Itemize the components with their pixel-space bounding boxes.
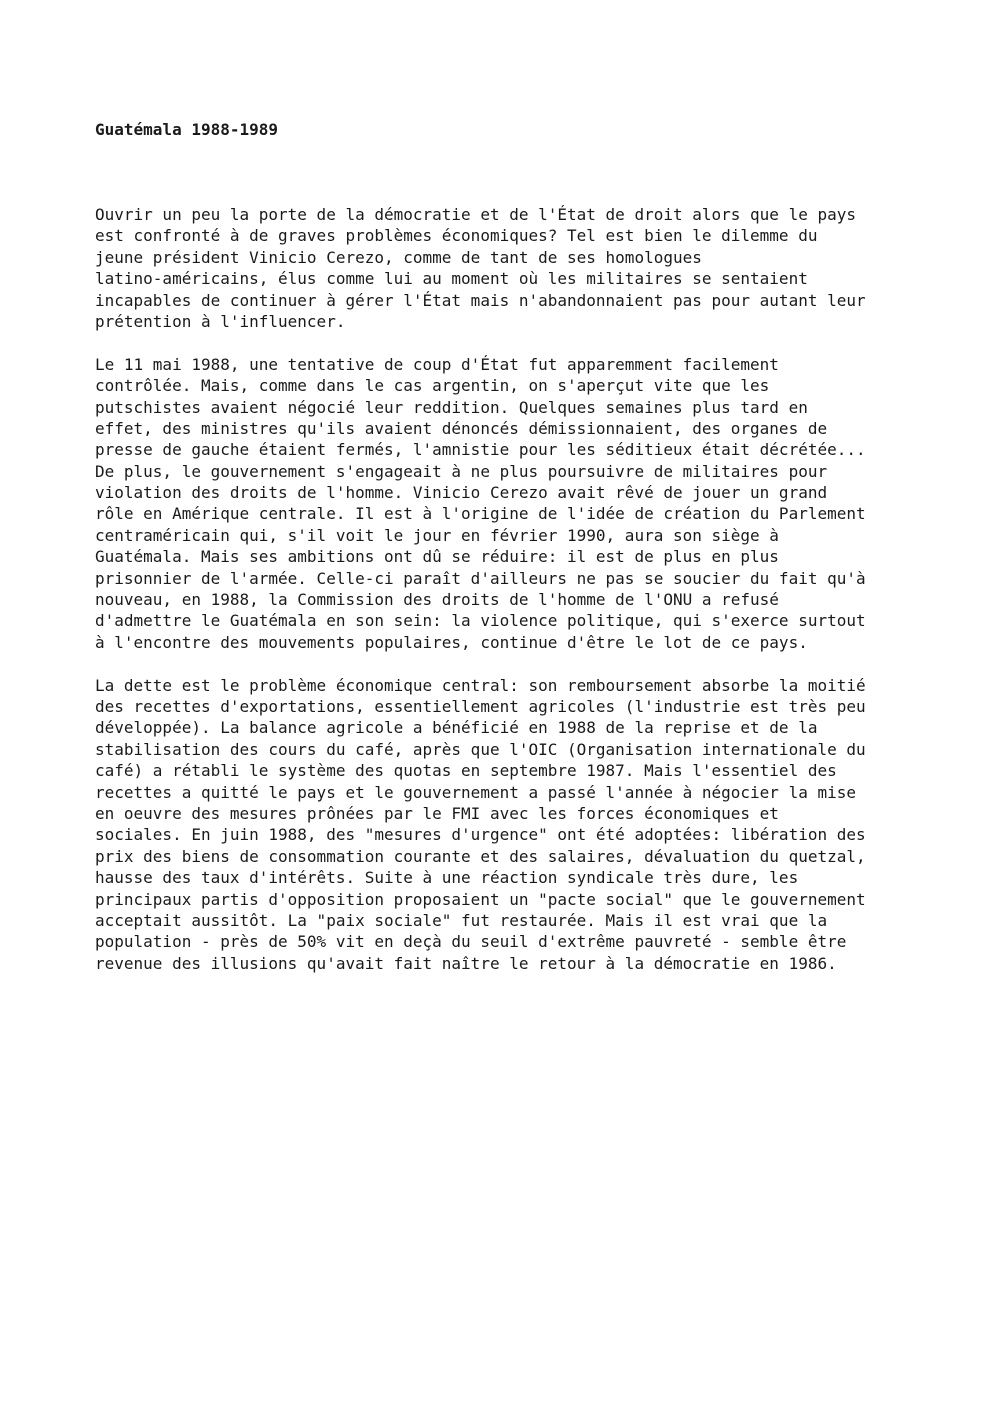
text-line: violation des droits de l'homme. Vinicio Cerezo avait rêvé de jouer un grand: [95, 483, 828, 503]
document-body: [95, 204, 915, 995]
text-line: jeune président Vinicio Cerezo, comme de tant de ses homologues: [95, 247, 702, 267]
text-line: contrôlée. Mais, comme dans le cas argentin, on s'aperçut vite que les: [95, 376, 770, 396]
document-title: Guatémala 1988-1989: [95, 120, 279, 139]
text-line: putschistes avaient négocié leur reddition. Quelques semaines plus tard en: [95, 397, 808, 417]
text-line: d'admettre le Guatémala en son sein: la violence politique, qui s'exerce surtout: [95, 611, 866, 631]
text-line: incapables de continuer à gérer l'État mais n'abandonnaient pas pour autant leur: [95, 290, 866, 310]
text-line: presse de gauche étaient fermés, l'amnistie pour les séditieux était décrétée...: [95, 440, 866, 460]
text-line: nouveau, en 1988, la Commission des droits de l'homme de l'ONU a refusé: [95, 590, 779, 610]
text-line: développée). La balance agricole a bénéficié en 1988 de la reprise et de la: [95, 718, 818, 738]
text-line: à l'encontre des mouvements populaires, continue d'être le lot de ce pays.: [95, 632, 808, 652]
text-line: acceptait aussitôt. La "paix sociale" fut restaurée. Mais il est vrai que la: [95, 910, 828, 930]
text-line: La dette est le problème économique central: son remboursement absorbe la moitié: [95, 675, 866, 695]
text-line: Guatémala. Mais ses ambitions ont dû se réduire: il est de plus en plus: [95, 547, 779, 567]
paragraph-1: [95, 204, 915, 332]
text-line: centraméricain qui, s'il voit le jour en février 1990, aura son siège à: [95, 525, 779, 545]
text-line: en oeuvre des mesures prônées par le FMI avec les forces économiques et: [95, 803, 779, 823]
text-line: Le 11 mai 1988, une tentative de coup d'État fut apparemment facilement: [95, 354, 779, 374]
text-line: Ouvrir un peu la porte de la démocratie et de l'État de droit alors que le pays: [95, 205, 856, 224]
text-line: prix des biens de consommation courante et des salaires, dévaluation du quetzal,: [95, 846, 866, 866]
text-line: principaux partis d'opposition proposaient un "pacte social" que le gouvernement: [95, 889, 866, 909]
text-line: latino-américains, élus comme lui au moment où les militaires se sentaient: [95, 269, 808, 289]
text-line: rôle en Amérique centrale. Il est à l'origine de l'idée de création du Parlement: [95, 504, 866, 524]
text-line: est confronté à de graves problèmes économiques? Tel est bien le dilemme du: [95, 226, 818, 246]
text-line: recettes a quitté le pays et le gouvernement a passé l'année à négocier la mise: [95, 782, 856, 802]
text-line: prisonnier de l'armée. Celle-ci paraît d'ailleurs ne pas se soucier du fait qu'à: [95, 568, 866, 588]
text-line: prétention à l'influencer.: [95, 311, 346, 331]
text-line: stabilisation des cours du café, après que l'OIC (Organisation internationale du: [95, 739, 866, 759]
text-line: effet, des ministres qu'ils avaient dénoncés démissionnaient, des organes de: [95, 418, 828, 438]
text-line: café) a rétabli le système des quotas en septembre 1987. Mais l'essentiel des: [95, 761, 837, 781]
paragraph-3: [95, 675, 915, 974]
text-line: De plus, le gouvernement s'engageait à ne plus poursuivre de militaires pour: [95, 461, 828, 481]
paragraph-2: [95, 354, 915, 653]
text-line: sociales. En juin 1988, des "mesures d'urgence" ont été adoptées: libération des: [95, 825, 866, 845]
text-line: des recettes d'exportations, essentiellement agricoles (l'industrie est très peu: [95, 696, 866, 716]
text-line: hausse des taux d'intérêts. Suite à une réaction syndicale très dure, les: [95, 868, 799, 888]
text-line: revenue des illusions qu'avait fait naître le retour à la démocratie en 1986.: [95, 953, 837, 973]
text-line: population - près de 50% vit en deçà du seuil d'extrême pauvreté - semble être: [95, 932, 847, 952]
